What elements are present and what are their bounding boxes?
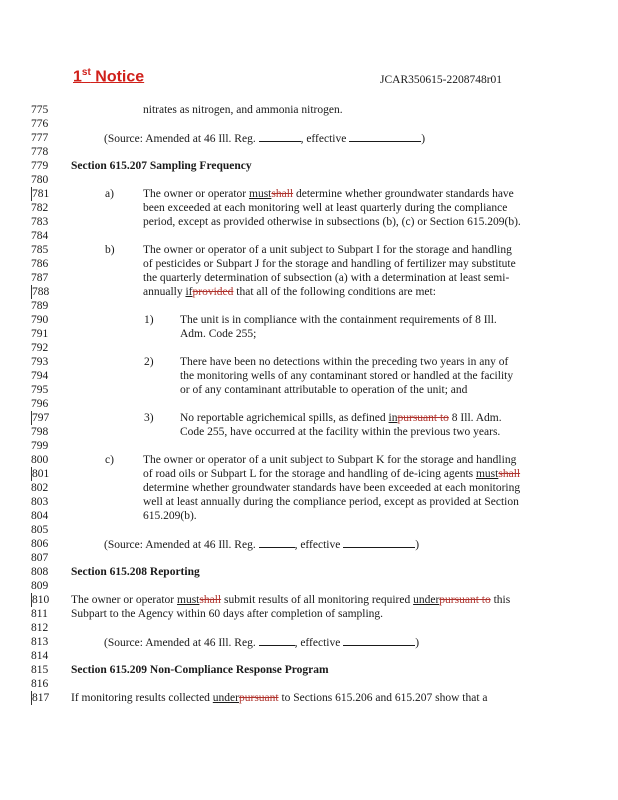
body-line: or of any contaminant attributable to operation of the unit; and (180, 384, 468, 396)
line-number: 781 (31, 187, 62, 201)
document-id: JCAR350615-2208748r01 (380, 74, 503, 86)
body-line: The owner or operator of a unit subject to Subpart I for the storage and handling (143, 244, 512, 256)
body-line: of pesticides or Subpart J for the storage and handling of fertilizer may substitute (143, 258, 516, 270)
line-number: 788 (31, 285, 62, 299)
body-line: well at least annually during the compliance period, except as provided at Section (143, 496, 519, 508)
section-heading: Section 615.209 Non-Compliance Response Program (71, 664, 329, 676)
line-number: 805 (31, 524, 49, 536)
line-number: 814 (31, 650, 49, 662)
line-number: 790 (31, 314, 49, 326)
line-number: 804 (31, 510, 49, 522)
body-line: been exceeded at each monitoring well at least quarterly during the compliance (143, 202, 508, 214)
line-number: 792 (31, 342, 49, 354)
line-number: 806 (31, 538, 49, 550)
effective-blank (343, 537, 415, 548)
source-note: (Source: Amended at 46 Ill. Reg. , effective ) (104, 133, 426, 145)
line-number: 815 (31, 664, 49, 676)
line-number: 802 (31, 482, 49, 494)
body-line: No reportable agrichemical spills, as defined inpursuant to 8 Ill. Adm. (180, 412, 502, 424)
effective-blank (343, 635, 415, 646)
line-number: 811 (31, 608, 48, 620)
line-number: 784 (31, 230, 49, 242)
body-line: Code 255, have occurred at the facility within the previous two years. (180, 426, 501, 438)
body-line: period, except as provided otherwise in subsections (b), (c) or Section 615.209(b). (143, 216, 521, 228)
line-number: 791 (31, 328, 49, 340)
line-number: 801 (31, 467, 62, 481)
subsection-label: b) (105, 244, 115, 256)
body-line: Subpart to the Agency within 60 days after completion of sampling. (71, 608, 384, 620)
body-line: The unit is in compliance with the containment requirements of 8 Ill. (180, 314, 497, 326)
body-line: annually ifprovided that all of the following conditions are met: (143, 286, 436, 298)
body-line: The owner or operator of a unit subject to Subpart K for the storage and handling (143, 454, 517, 466)
source-note: (Source: Amended at 46 Ill. Reg. , effective ) (104, 539, 420, 551)
line-number: 794 (31, 370, 49, 382)
line-number: 797 (31, 411, 62, 425)
line-number: 785 (31, 244, 49, 256)
reg-blank (259, 131, 301, 142)
line-number: 810 (31, 593, 62, 607)
line-number: 776 (31, 118, 49, 130)
body-line: Adm. Code 255; (180, 328, 257, 340)
line-number: 782 (31, 202, 49, 214)
body-line: If monitoring results collected underpursuant to Sections 615.206 and 615.207 show that a (71, 692, 488, 704)
line-number: 807 (31, 552, 49, 564)
line-number: 787 (31, 272, 49, 284)
line-number: 780 (31, 174, 49, 186)
line-number: 795 (31, 384, 49, 396)
reg-blank (259, 635, 295, 646)
line-number: 812 (31, 622, 49, 634)
line-number: 775 (31, 104, 49, 116)
line-number: 783 (31, 216, 49, 228)
body-line: the quarterly determination of subsection (a) with a determination at least semi- (143, 272, 510, 284)
line-number: 803 (31, 496, 49, 508)
body-line: nitrates as nitrogen, and ammonia nitrogen. (143, 104, 343, 116)
line-number: 786 (31, 258, 49, 270)
reg-blank (259, 537, 295, 548)
line-number: 808 (31, 566, 49, 578)
line-number: 809 (31, 580, 49, 592)
subsection-label: a) (105, 188, 114, 200)
body-line: There have been no detections within the preceding two years in any of (180, 356, 509, 368)
line-number: 793 (31, 356, 49, 368)
line-number: 778 (31, 146, 49, 158)
body-line: of road oils or Subpart L for the storage and handling of de-icing agents mustshall (143, 468, 521, 480)
effective-blank (349, 131, 421, 142)
line-number: 800 (31, 454, 49, 466)
line-number: 798 (31, 426, 49, 438)
section-heading: Section 615.207 Sampling Frequency (71, 160, 252, 172)
line-number: 817 (31, 691, 62, 705)
body-line: The owner or operator mustshall determine whether groundwater standards have (143, 188, 514, 200)
section-heading: Section 615.208 Reporting (71, 566, 200, 578)
line-number: 789 (31, 300, 49, 312)
line-number: 813 (31, 636, 49, 648)
line-number: 779 (31, 160, 49, 172)
line-number: 796 (31, 398, 49, 410)
item-label: 3) (144, 412, 154, 424)
body-line: 615.209(b). (143, 510, 197, 522)
subsection-label: c) (105, 454, 114, 466)
body-line: the monitoring wells of any contaminant stored or handled at the facility (180, 370, 514, 382)
source-note: (Source: Amended at 46 Ill. Reg. , effective ) (104, 637, 420, 649)
line-number: 799 (31, 440, 49, 452)
line-number: 816 (31, 678, 49, 690)
body-line: determine whether groundwater standards have been exceeded at each monitoring (143, 482, 521, 494)
item-label: 2) (144, 356, 154, 368)
item-label: 1) (144, 314, 154, 326)
notice-heading: 1st Notice (73, 67, 145, 86)
body-line: The owner or operator mustshall submit results of all monitoring required underpursuant to this (71, 594, 511, 606)
line-number: 777 (31, 132, 49, 144)
